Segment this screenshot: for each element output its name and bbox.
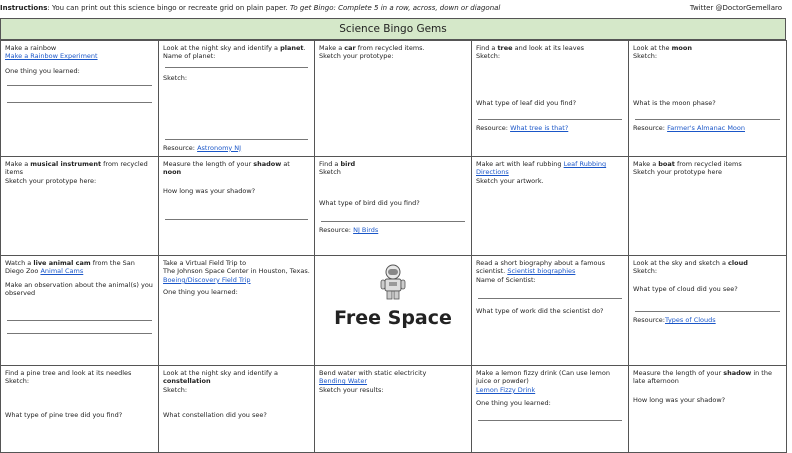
cell-shadow-afternoon: Measure the length of your shadow in the late afternoon How long was your shadow? <box>629 366 787 453</box>
header-bar <box>0 0 792 18</box>
cell-bird: Find a bird Sketch What type of bird did you find? Resource: NJ Birds <box>315 157 472 256</box>
cell-planet: Look at the night sky and identify a planet. Name of planet: Sketch: Resource: Astronomy NJ <box>159 41 315 157</box>
answer-line <box>7 333 152 334</box>
answer-line <box>165 139 308 140</box>
answer-line <box>478 119 622 120</box>
cell-moon: Look at the moon Sketch: What is the moon phase? Resource: Farmer's Almanac Moon <box>629 41 787 157</box>
bending-water-link[interactable]: Bending Water <box>319 377 368 386</box>
answer-line <box>7 320 152 321</box>
clouds-link[interactable]: Types of Clouds <box>665 316 716 325</box>
lemon-fizzy-link[interactable]: Lemon Fizzy Drink <box>476 385 536 394</box>
cell-boat: Make a boat from recycled items Sketch your prototype here <box>629 157 787 256</box>
answer-line <box>165 219 308 220</box>
moon-link[interactable]: Farmer's Almanac Moon <box>667 124 745 133</box>
twitter-handle: Twitter @DoctorGemellaro <box>689 4 782 12</box>
birds-link[interactable]: NJ Birds <box>353 226 379 235</box>
cell-shadow-noon: Measure the length of your shadow at noon How long was your shadow? <box>159 157 315 256</box>
cell-constellation: Look at the night sky and identify a constellation Sketch: What constellation did you see? <box>159 366 315 453</box>
animal-cams-link[interactable]: Animal Cams <box>40 267 84 276</box>
cell-tree: Find a tree and look at its leaves Sketch: What type of leaf did you find? Resource: What tree is that? <box>472 41 629 157</box>
answer-line <box>478 298 622 299</box>
astronaut-icon <box>379 264 407 300</box>
cell-free-space <box>315 256 472 366</box>
leaf-rubbing-link[interactable]: Leaf Rubbing Directions <box>476 160 607 177</box>
answer-line <box>635 119 780 120</box>
cell-leaf-rubbing: Make art with leaf rubbing Leaf Rubbing Directions Sketch your artwork. <box>472 157 629 256</box>
astronomy-link[interactable]: Astronomy NJ <box>197 143 242 152</box>
biographies-link[interactable]: Scientist biographies <box>507 267 576 276</box>
answer-line <box>635 311 780 312</box>
cell-animal-cam: Watch a live animal cam from the San Diego Zoo Animal Cams Make an observation about the animal(s) you observed <box>1 256 159 366</box>
page-title: Science Bingo Gems <box>0 18 786 40</box>
answer-line <box>7 102 152 103</box>
bingo-grid <box>0 40 787 453</box>
rainbow-link[interactable]: Make a Rainbow Experiment <box>5 52 98 61</box>
cell-bending-water: Bend water with static electricity Bending Water Sketch your results: <box>315 366 472 453</box>
instructions-text: : You can print out this science bingo or recreate grid on plain paper. <box>47 4 290 12</box>
instructions-label: Instructions <box>0 4 48 12</box>
cell-instrument: Make a musical instrument from recycled items Sketch your prototype here: <box>1 157 159 256</box>
tree-link[interactable]: What tree is that? <box>510 124 569 133</box>
answer-line <box>478 420 622 421</box>
answer-line <box>321 221 465 222</box>
answer-line <box>165 67 308 68</box>
cell-pine-tree: Find a pine tree and look at its needles Sketch: What type of pine tree did you find? <box>1 366 159 453</box>
cell-field-trip: Take a Virtual Field Trip to The Johnson Space Center in Houston, Texas. Boeing/Discovery Field Trip One thing you learned: <box>159 256 315 366</box>
instructions <box>0 4 500 12</box>
goal-text: To get Bingo: Complete 5 in a row, across, down or diagonal <box>289 4 501 12</box>
cell-scientist: Read a short biography about a famous scientist. Scientist biographies Name of Scientist: What type of work did the scientist do? <box>472 256 629 366</box>
cell-cloud: Look at the sky and sketch a cloud Sketch: What type of cloud did you see? Resource:Types of Clouds <box>629 256 787 366</box>
cell-car: Make a car from recycled items. Sketch your prototype: <box>315 41 472 157</box>
field-trip-link[interactable]: Boeing/Discovery Field Trip <box>163 275 251 284</box>
answer-line <box>7 85 152 86</box>
cell-lemon-drink: Make a lemon fizzy drink (Can use lemon juice or powder) Lemon Fizzy Drink One thing you learned: <box>472 366 629 453</box>
free-space-label: Free Space <box>334 307 452 329</box>
cell-rainbow: Make a rainbow Make a Rainbow Experiment One thing you learned: <box>1 41 159 157</box>
